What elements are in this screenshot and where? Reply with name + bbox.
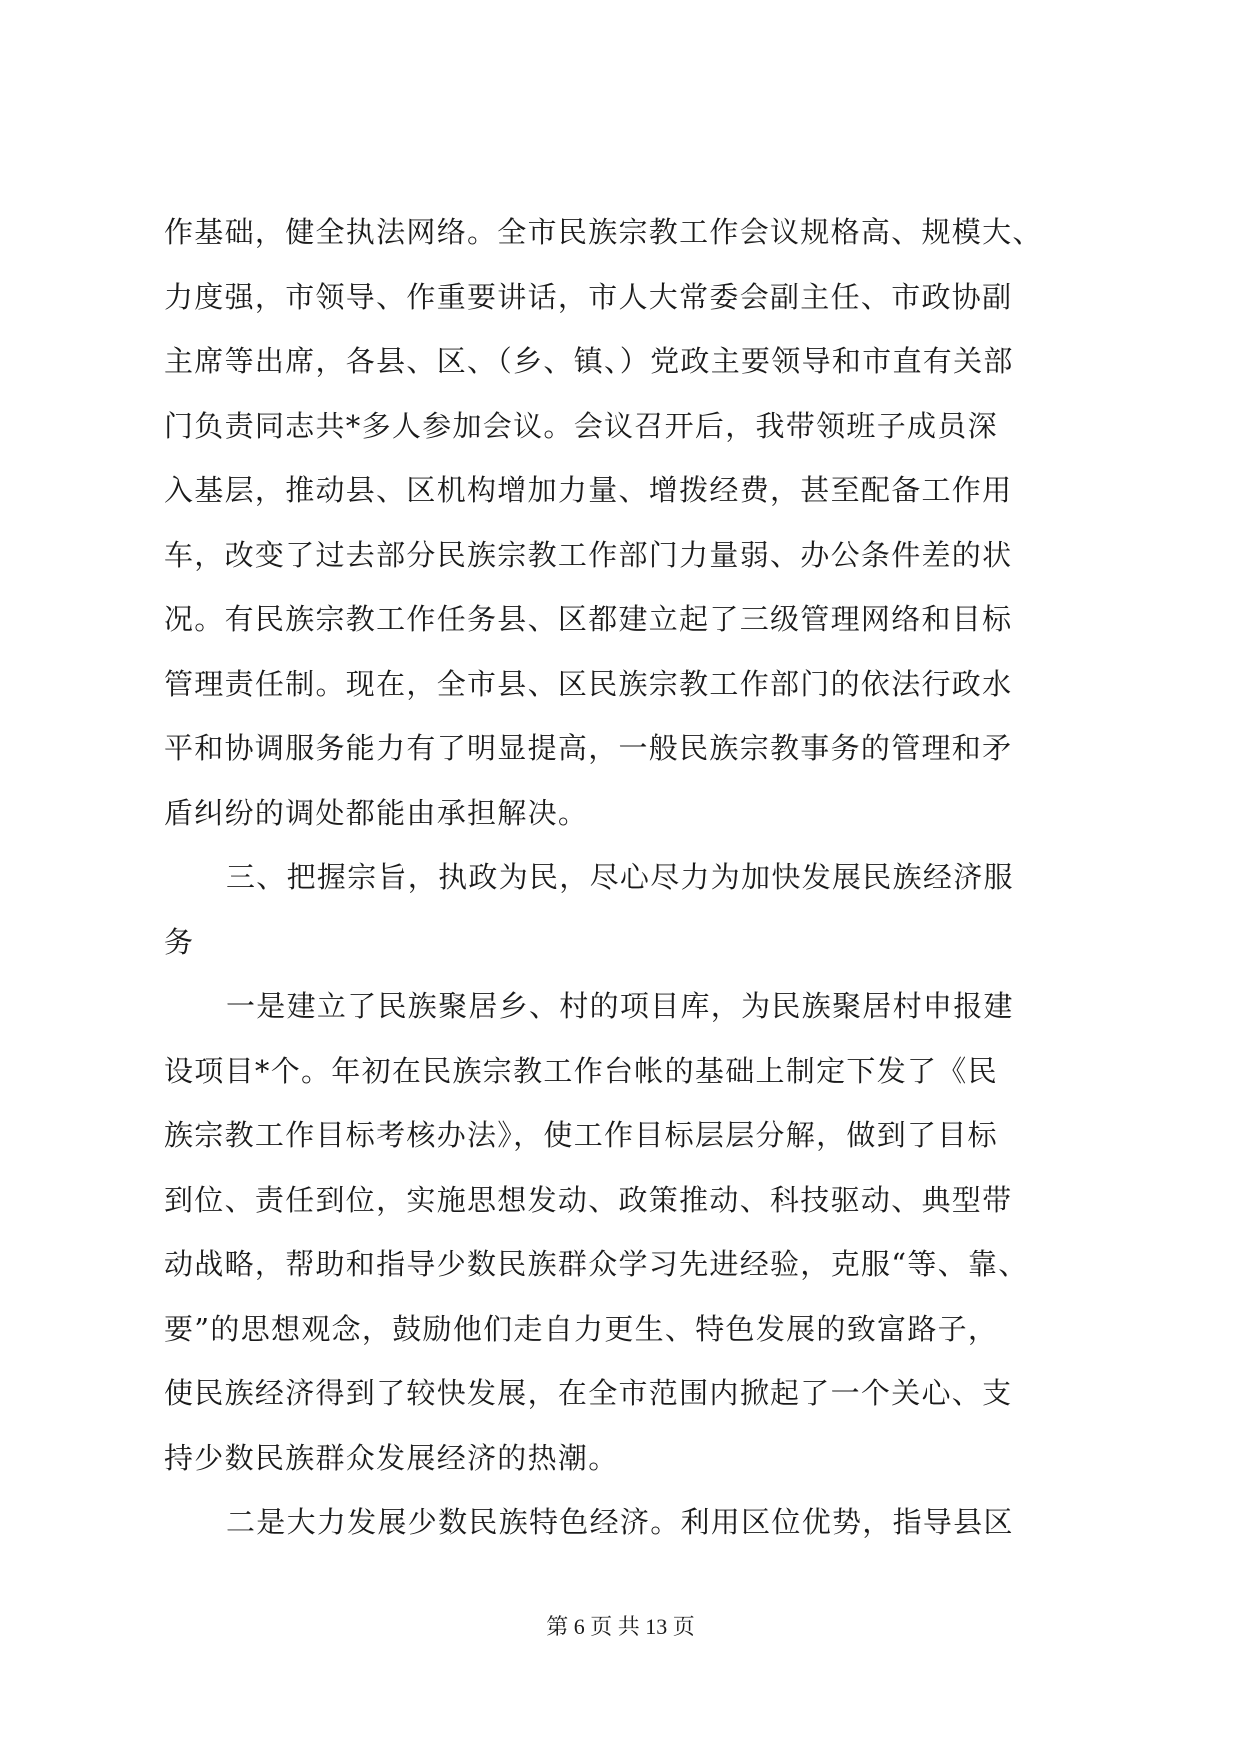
text-line: 族宗教工作目标考核办法》，使工作目标层层分解，做到了目标 xyxy=(164,1118,998,1152)
section-heading-continuation: 务 xyxy=(164,924,195,959)
section-heading: 三、把握宗旨，执政为民，尽心尽力为加快发展民族经济服 xyxy=(226,860,1014,894)
text-line: 盾纠纷的调处都能由承担解决。 xyxy=(164,795,589,830)
paragraph-start: 二是大力发展少数民族特色经济。利用区位优势，指导县区 xyxy=(226,1505,1014,1539)
text-line: 平和协调服务能力有了明显提高，一般民族宗教事务的管理和矛 xyxy=(164,731,1013,765)
text-line: 要”的思想观念，鼓励他们走自力更生、特色发展的致富路子， xyxy=(164,1311,999,1346)
page-number-footer: 第 6 页 共 13 页 xyxy=(546,1614,695,1639)
text-line: 使民族经济得到了较快发展，在全市范围内掀起了一个关心、支 xyxy=(164,1376,1013,1410)
text-line: 主席等出席，各县、区、（乡、镇、）党政主要领导和市直有关部 xyxy=(164,344,1014,378)
text-line: 力度强，市领导、作重要讲话，市人大常委会副主任、市政协副 xyxy=(164,279,1013,314)
text-line: 况。有民族宗教工作任务县、区都建立起了三级管理网络和目标 xyxy=(164,602,1013,636)
paragraph-start: 一是建立了民族聚居乡、村的项目库，为民族聚居村申报建 xyxy=(226,989,1014,1023)
text-line: 管理责任制。现在，全市县、区民族宗教工作部门的依法行政水 xyxy=(164,666,1013,701)
text-line: 车，改变了过去部分民族宗教工作部门力量弱、办公条件差的状 xyxy=(164,537,1013,572)
text-line: 入基层，推动县、区机构增加力量、增拨经费，甚至配备工作用 xyxy=(164,473,1013,507)
text-line: 持少数民族群众发展经济的热潮。 xyxy=(164,1440,619,1475)
text-line: 动战略，帮助和指导少数民族群众学习先进经验，克服“等、靠、 xyxy=(164,1247,1029,1281)
text-line: 到位、责任到位，实施思想发动、政策推动、科技驱动、典型带 xyxy=(164,1182,1013,1217)
text-line: 设项目*个。年初在民族宗教工作台帐的基础上制定下发了《民 xyxy=(164,1053,998,1088)
document-body xyxy=(164,200,1092,1555)
text-line: 作基础，健全执法网络。全市民族宗教工作会议规格高、规模大、 xyxy=(164,215,1043,249)
text-line: 门负责同志共*多人参加会议。会议召开后，我带领班子成员深 xyxy=(164,408,998,443)
